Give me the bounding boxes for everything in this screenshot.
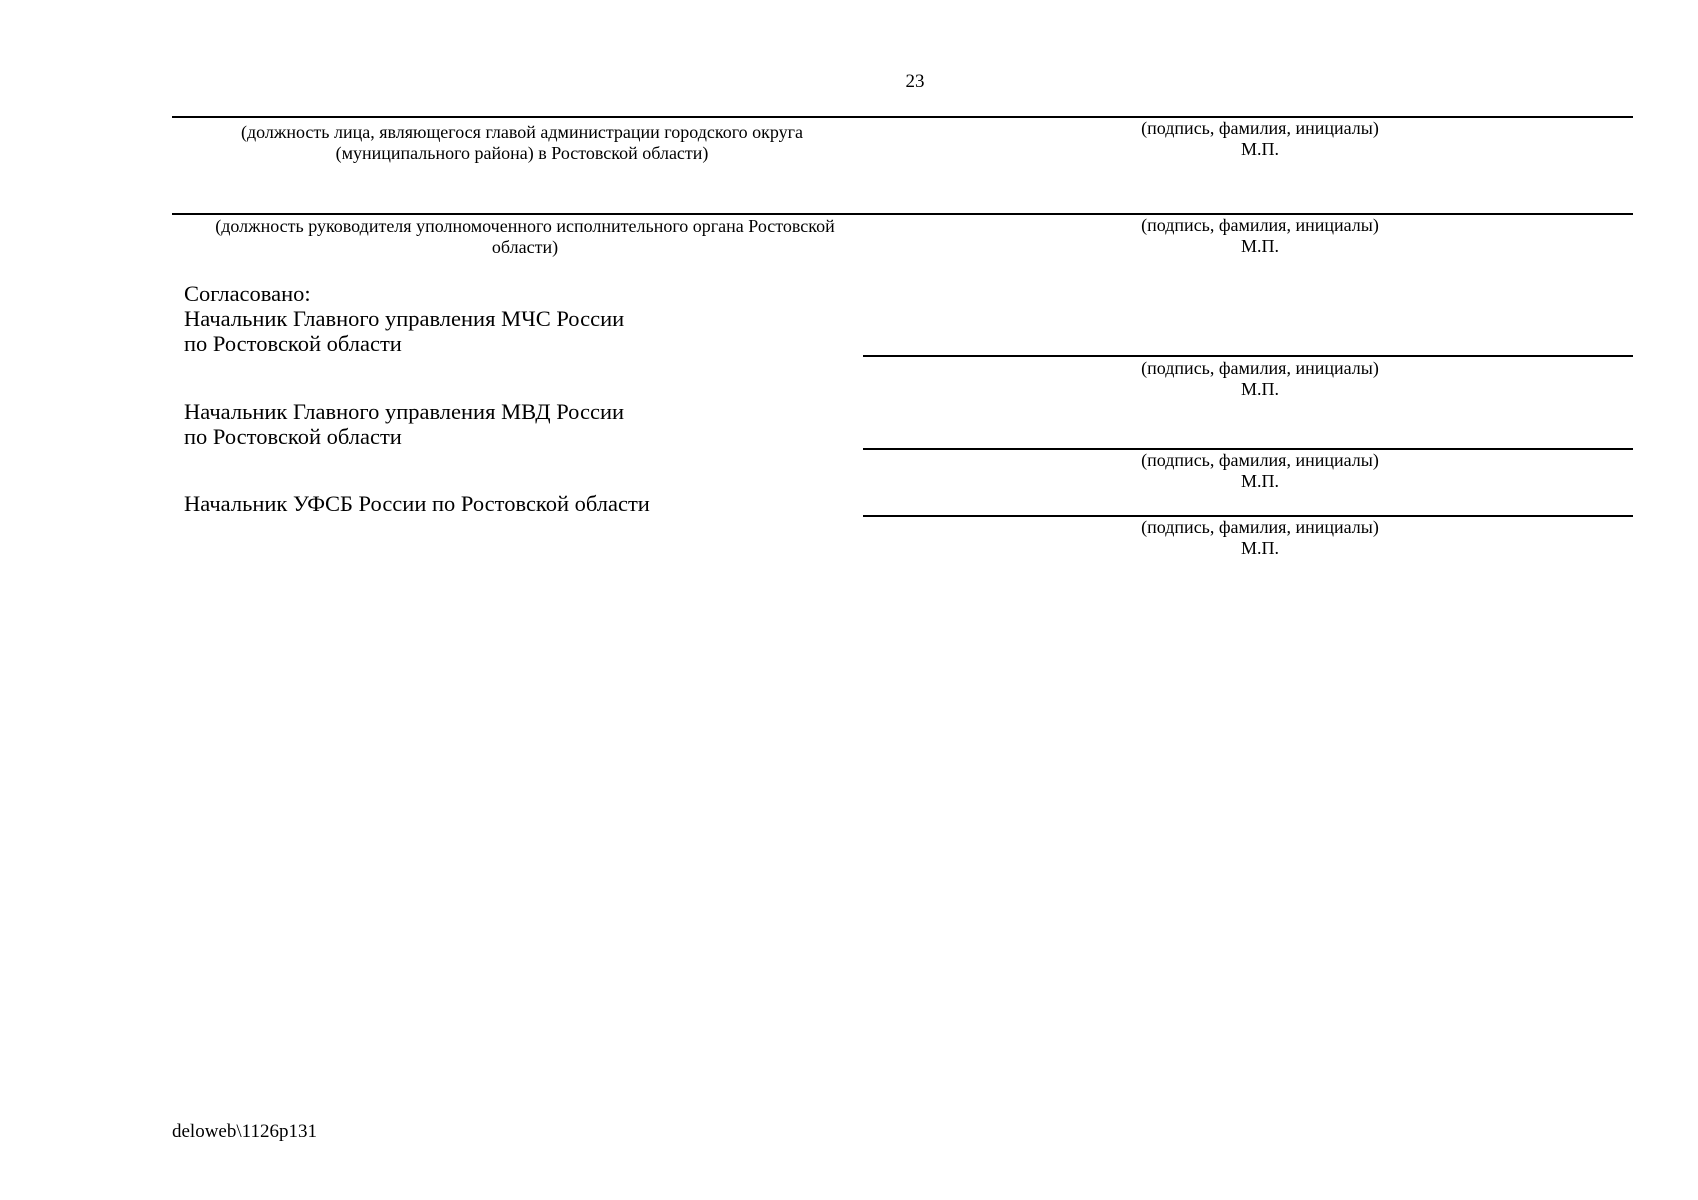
signature-caption-head-admin: (подпись, фамилия, инициалы)	[1141, 118, 1379, 138]
position-caption-authorized-body: (должность руководителя уполномоченного исполнительного органа Ростовской области)	[215, 216, 835, 257]
signature-caption-mvd: (подпись, фамилия, инициалы)	[1141, 450, 1379, 470]
document-code: deloweb\1126p131	[172, 1121, 317, 1142]
approver-mchs-title-line1: Начальник Главного управления МЧС России	[184, 306, 625, 331]
signature-line-mchs	[863, 355, 1633, 357]
agreed-heading: Согласовано:	[184, 281, 311, 306]
signature-caption-mchs: (подпись, фамилия, инициалы)	[1141, 358, 1379, 378]
seal-label-mvd: М.П.	[1240, 471, 1279, 491]
approver-mvd-title-line1: Начальник Главного управления МВД России	[184, 399, 625, 424]
seal-label-head-admin: М.П.	[1240, 139, 1279, 159]
seal-label-fsb: М.П.	[1240, 538, 1279, 558]
approver-fsb-title: Начальник УФСБ России по Ростовской области	[184, 491, 650, 516]
approver-mvd-title-line2: по Ростовской области	[184, 424, 402, 449]
signature-caption-fsb: (подпись, фамилия, инициалы)	[1141, 517, 1379, 537]
signature-caption-authorized-body: (подпись, фамилия, инициалы)	[1141, 215, 1379, 235]
seal-label-authorized-body: М.П.	[1240, 236, 1279, 256]
page-number: 23	[905, 71, 925, 92]
position-caption-head-admin: (должность лица, являющегося главой администрации городского округа (муниципального района) в Ростовской области)	[240, 122, 804, 163]
seal-label-mchs: М.П.	[1240, 379, 1279, 399]
approver-mchs-title-line2: по Ростовской области	[184, 331, 402, 356]
